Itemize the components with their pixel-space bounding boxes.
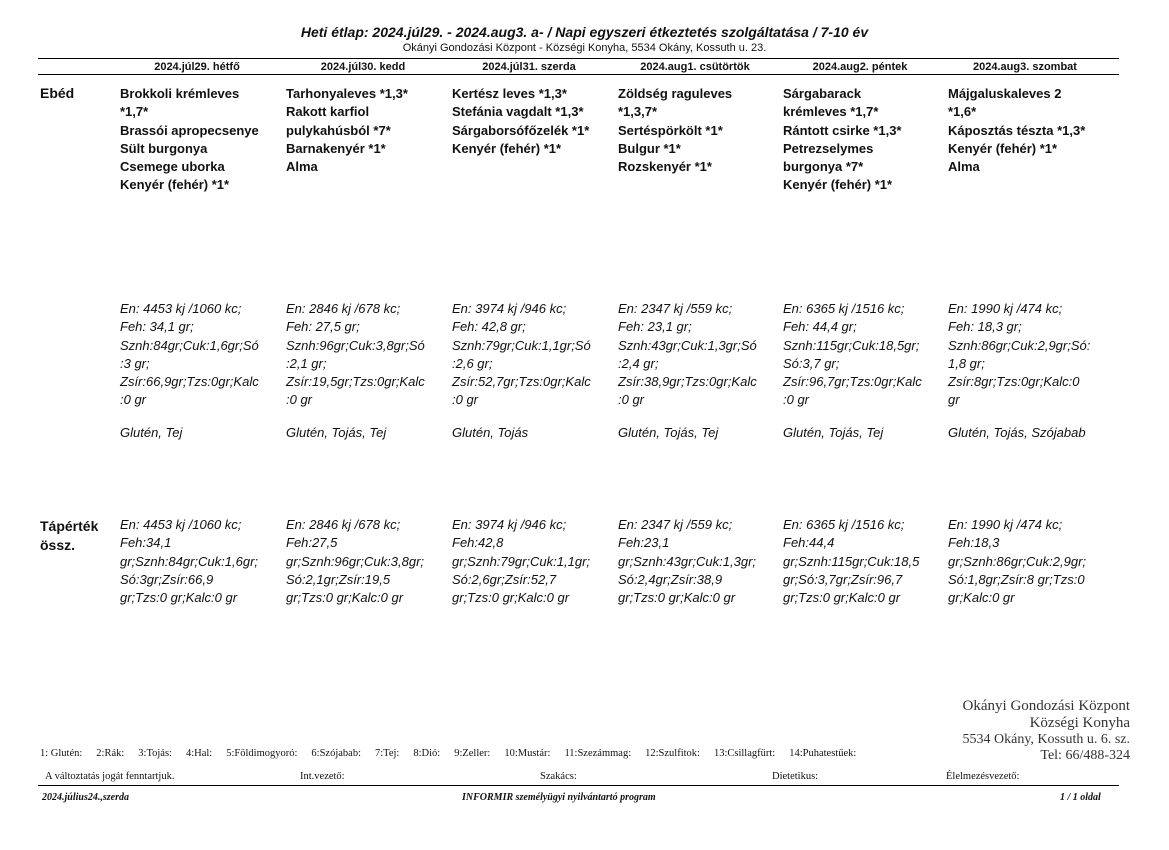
nutrition-line: Zsír:96,7gr;Tzs:0gr;Kalc: [783, 374, 922, 390]
menu-item: Petrezselymes: [783, 140, 874, 156]
total-line: Só:1,8gr;Zsír:8 gr;Tzs:0: [948, 571, 1085, 587]
nutrition-line: :0 gr: [783, 392, 810, 408]
allergen-legend-item: 1: Glutén:: [40, 748, 83, 759]
menu-item: *1,6*: [948, 104, 977, 120]
menu-item: Alma: [286, 159, 318, 175]
nutrition-line: :2,6 gr;: [452, 355, 493, 371]
allergen-cell: Glutén, Tej: [120, 425, 183, 440]
nutrition-line: Zsír:38,9gr;Tzs:0gr;Kalc: [618, 374, 757, 390]
allergen-legend-item: 12:Szulfitok:: [645, 748, 700, 759]
header-rule-bottom: [38, 74, 1119, 75]
total-line: gr;Tzs:0 gr;Kalc:0 gr: [120, 590, 238, 606]
nutrition-line: :2,4 gr;: [618, 355, 659, 371]
nutrition-cell: [452, 300, 618, 410]
menu-cell: [286, 85, 452, 176]
print-date: 2024.július24.,szerda: [42, 792, 129, 803]
allergen-legend-item: 2:Rák:: [96, 748, 125, 759]
allergen-legend-item: 3:Tojás:: [138, 748, 172, 759]
total-line: gr;Sznh:96gr;Cuk:3,8gr;: [286, 553, 425, 569]
total-line: Feh:42,8: [452, 535, 504, 551]
nutrition-line: En: 1990 kj /474 kc;: [948, 301, 1063, 316]
total-line: Feh:18,3: [948, 535, 1000, 551]
nutrition-line: En: 2846 kj /678 kc;: [286, 301, 401, 316]
stamp-line: Községi Konyha: [1029, 715, 1130, 731]
nutrition-line: Feh: 23,1 gr;: [618, 319, 692, 335]
total-line: gr;Sznh:86gr;Cuk:2,9gr;: [948, 553, 1087, 569]
menu-item: pulykahúsból *7*: [286, 122, 391, 138]
menu-item: Csemege uborka: [120, 159, 225, 175]
menu-item: Barnakenyér *1*: [286, 140, 386, 156]
nutrition-line: Só:3,7 gr;: [783, 355, 840, 371]
page-number: 1 / 1 oldal: [1060, 792, 1101, 803]
nutrition-cell: [948, 300, 1114, 410]
menu-item: *1,7*: [120, 104, 149, 120]
allergen-legend-item: 11:Szezámmag:: [564, 748, 632, 759]
signature-rule: [38, 785, 1119, 786]
stamp-line: 5534 Okány, Kossuth u. 6. sz.: [962, 732, 1130, 747]
menu-item: burgonya *7*: [783, 159, 864, 175]
allergen-legend-item: 7:Tej:: [375, 748, 400, 759]
allergen-cell: Glutén, Tojás, Tej: [286, 425, 387, 440]
nutrition-line: Feh: 18,3 gr;: [948, 319, 1022, 335]
total-row-label-1: Tápérték: [40, 518, 99, 534]
total-line: En: 2347 kj /559 kc;: [618, 517, 733, 532]
allergen-legend-item: 6:Szójabab:: [311, 748, 361, 759]
total-line: gr;Sznh:43gr;Cuk:1,3gr;: [618, 553, 757, 569]
day-header: 2024.júl31. szerda: [482, 61, 576, 73]
day-header: 2024.aug3. szombat: [973, 61, 1077, 73]
menu-item: Kenyér (fehér) *1*: [452, 140, 562, 156]
total-line: En: 6365 kj /1516 kc;: [783, 517, 905, 532]
total-line: Só:2,1gr;Zsír:19,5: [286, 571, 391, 587]
head-signature-label: Int.vezető:: [300, 771, 345, 782]
nutrition-line: :2,1 gr;: [286, 355, 327, 371]
allergen-legend-item: 14:Puhatestűek:: [789, 748, 857, 759]
nutrition-line: gr: [948, 392, 960, 408]
nutrition-line: Zsír:8gr;Tzs:0gr;Kalc:0: [948, 374, 1080, 390]
manager-signature-label: Élelmezésvezető:: [946, 771, 1020, 782]
total-cell: [286, 516, 452, 607]
nutrition-line: 1,8 gr;: [948, 355, 985, 371]
total-line: Feh:34,1: [120, 535, 172, 551]
allergen-legend-item: 10:Mustár:: [504, 748, 551, 759]
total-line: En: 2846 kj /678 kc;: [286, 517, 401, 532]
menu-item: Brokkoli krémleves: [120, 86, 240, 101]
total-line: En: 3974 kj /946 kc;: [452, 517, 567, 532]
lunch-row-label: Ebéd: [40, 85, 75, 101]
nutrition-line: Sznh:115gr;Cuk:18,5gr;: [783, 337, 920, 353]
total-line: Feh:27,5: [286, 535, 338, 551]
total-cell: [783, 516, 949, 607]
day-header: 2024.aug1. csütörtök: [640, 61, 750, 73]
allergen-cell: Glutén, Tojás: [452, 425, 529, 440]
allergen-legend-item: 5:Földimogyoró:: [226, 748, 298, 759]
nutrition-line: Zsír:19,5gr;Tzs:0gr;Kalc: [286, 374, 425, 390]
nutrition-line: En: 2347 kj /559 kc;: [618, 301, 733, 316]
nutrition-line: Sznh:79gr;Cuk:1,1gr;Só: [452, 337, 591, 353]
nutrition-line: En: 6365 kj /1516 kc;: [783, 301, 905, 316]
menu-cell: [783, 85, 949, 195]
menu-item: Sárgabarack: [783, 86, 862, 101]
rights-note: A változtatás jogát fenntartjuk.: [45, 771, 175, 782]
nutrition-line: :0 gr: [452, 392, 479, 408]
total-row-label-2: össz.: [40, 537, 76, 553]
menu-item: Sárgaborsófőzelék *1*: [452, 122, 590, 138]
total-line: Feh:23,1: [618, 535, 670, 551]
allergen-legend-item: 13:Csillagfürt:: [713, 748, 776, 759]
total-cell: [948, 516, 1114, 607]
menu-item: Rántott csirke *1,3*: [783, 122, 902, 138]
allergen-legend-item: 9:Zeller:: [454, 748, 491, 759]
allergen-legend-item: 4:Hal:: [185, 748, 213, 759]
nutrition-line: :0 gr: [120, 392, 147, 408]
nutrition-line: :0 gr: [618, 392, 645, 408]
nutrition-line: Zsír:66,9gr;Tzs:0gr;Kalc: [120, 374, 259, 390]
nutrition-line: Sznh:84gr;Cuk:1,6gr;Só: [120, 337, 259, 353]
menu-item: Káposztás tészta *1,3*: [948, 122, 1086, 138]
menu-item: Kenyér (fehér) *1*: [783, 177, 893, 193]
header-rule-top: [38, 58, 1119, 59]
total-line: gr;Tzs:0 gr;Kalc:0 gr: [783, 590, 901, 606]
total-line: Só:3gr;Zsír:66,9: [120, 571, 214, 587]
menu-item: Kertész leves *1,3*: [452, 86, 567, 101]
menu-item: Zöldség raguleves: [618, 86, 733, 101]
nutrition-line: Feh: 27,5 gr;: [286, 319, 360, 335]
page-title: Heti étlap: 2024.júl29. - 2024.aug3. a- / Napi egyszeri étkeztetés szolgáltatása / 7-10 év: [300, 24, 869, 40]
total-cell: [120, 516, 286, 607]
total-line: Feh:44,4: [783, 535, 835, 551]
menu-cell: [452, 85, 618, 158]
total-cell: [452, 516, 618, 607]
menu-cell: [120, 85, 286, 195]
menu-cell: [618, 85, 784, 176]
nutrition-line: Feh: 34,1 gr;: [120, 319, 194, 335]
dietitian-signature-label: Dietetikus:: [772, 771, 819, 782]
menu-item: Kenyér (fehér) *1*: [120, 177, 230, 193]
total-line: Só:2,4gr;Zsír:38,9: [618, 571, 723, 587]
menu-item: Bulgur *1*: [618, 140, 681, 156]
total-line: En: 1990 kj /474 kc;: [948, 517, 1063, 532]
nutrition-line: Zsír:52,7gr;Tzs:0gr;Kalc: [452, 374, 591, 390]
total-line: gr;Sznh:84gr;Cuk:1,6gr;: [120, 553, 259, 569]
chef-signature-label: Szakács:: [540, 771, 577, 782]
nutrition-line: Sznh:86gr;Cuk:2,9gr;Só:: [948, 337, 1091, 353]
nutrition-line: En: 3974 kj /946 kc;: [452, 301, 567, 316]
total-line: gr;Só:3,7gr;Zsír:96,7: [783, 571, 903, 587]
menu-item: *1,3,7*: [618, 104, 658, 120]
allergen-legend-item: 8:Dió:: [413, 748, 441, 759]
allergen-cell: Glutén, Tojás, Tej: [783, 425, 884, 440]
day-header: 2024.júl30. kedd: [320, 61, 406, 73]
menu-item: Brassói apropecsenye: [120, 122, 259, 138]
total-line: gr;Tzs:0 gr;Kalc:0 gr: [618, 590, 736, 606]
allergen-cell: Glutén, Tojás, Tej: [618, 425, 719, 440]
total-line: gr;Sznh:79gr;Cuk:1,1gr;: [452, 553, 591, 569]
menu-cell: [948, 85, 1114, 176]
total-line: En: 4453 kj /1060 kc;: [120, 517, 242, 532]
page-subtitle: Okányi Gondozási Központ - Községi Konyha, 5534 Okány, Kossuth u. 23.: [402, 42, 767, 54]
day-header: 2024.aug2. péntek: [812, 61, 908, 73]
nutrition-line: Sznh:96gr;Cuk:3,8gr;Só: [286, 337, 425, 353]
menu-item: Sertéspörkölt *1*: [618, 122, 723, 138]
total-line: gr;Tzs:0 gr;Kalc:0 gr: [452, 590, 570, 606]
allergen-cell: Glutén, Tojás, Szójabab: [948, 425, 1086, 440]
nutrition-line: Sznh:43gr;Cuk:1,3gr;Só: [618, 337, 757, 353]
menu-item: Tarhonyaleves *1,3*: [286, 86, 408, 101]
menu-item: Alma: [948, 159, 980, 175]
program-name: INFORMIR személyügyi nyilvántartó program: [462, 792, 656, 803]
total-line: Só:2,6gr;Zsír:52,7: [452, 571, 557, 587]
menu-item: Sült burgonya: [120, 140, 208, 156]
nutrition-line: Feh: 44,4 gr;: [783, 319, 857, 335]
nutrition-cell: [783, 300, 949, 410]
menu-item: Rozskenyér *1*: [618, 159, 712, 175]
menu-item: Kenyér (fehér) *1*: [948, 140, 1058, 156]
stamp-line: Tel: 66/488-324: [1040, 748, 1130, 763]
nutrition-cell: [120, 300, 286, 410]
stamp-line: Okányi Gondozási Központ: [962, 698, 1130, 714]
nutrition-line: :3 gr;: [120, 355, 150, 371]
menu-item: Májgaluskaleves 2: [948, 86, 1062, 101]
menu-item: Stefánia vagdalt *1,3*: [452, 104, 584, 120]
nutrition-cell: [286, 300, 452, 410]
nutrition-line: Feh: 42,8 gr;: [452, 319, 526, 335]
total-line: gr;Tzs:0 gr;Kalc:0 gr: [286, 590, 404, 606]
menu-item: Rakott karfiol: [286, 104, 370, 120]
nutrition-line: En: 4453 kj /1060 kc;: [120, 301, 242, 316]
nutrition-cell: [618, 300, 784, 410]
nutrition-line: :0 gr: [286, 392, 313, 408]
allergen-legend: [40, 748, 1120, 759]
total-cell: [618, 516, 784, 607]
total-line: gr;Kalc:0 gr: [948, 590, 1015, 606]
total-line: gr;Sznh:115gr;Cuk:18,5: [783, 553, 920, 569]
menu-item: krémleves *1,7*: [783, 104, 879, 120]
day-header: 2024.júl29. hétfő: [154, 61, 240, 73]
